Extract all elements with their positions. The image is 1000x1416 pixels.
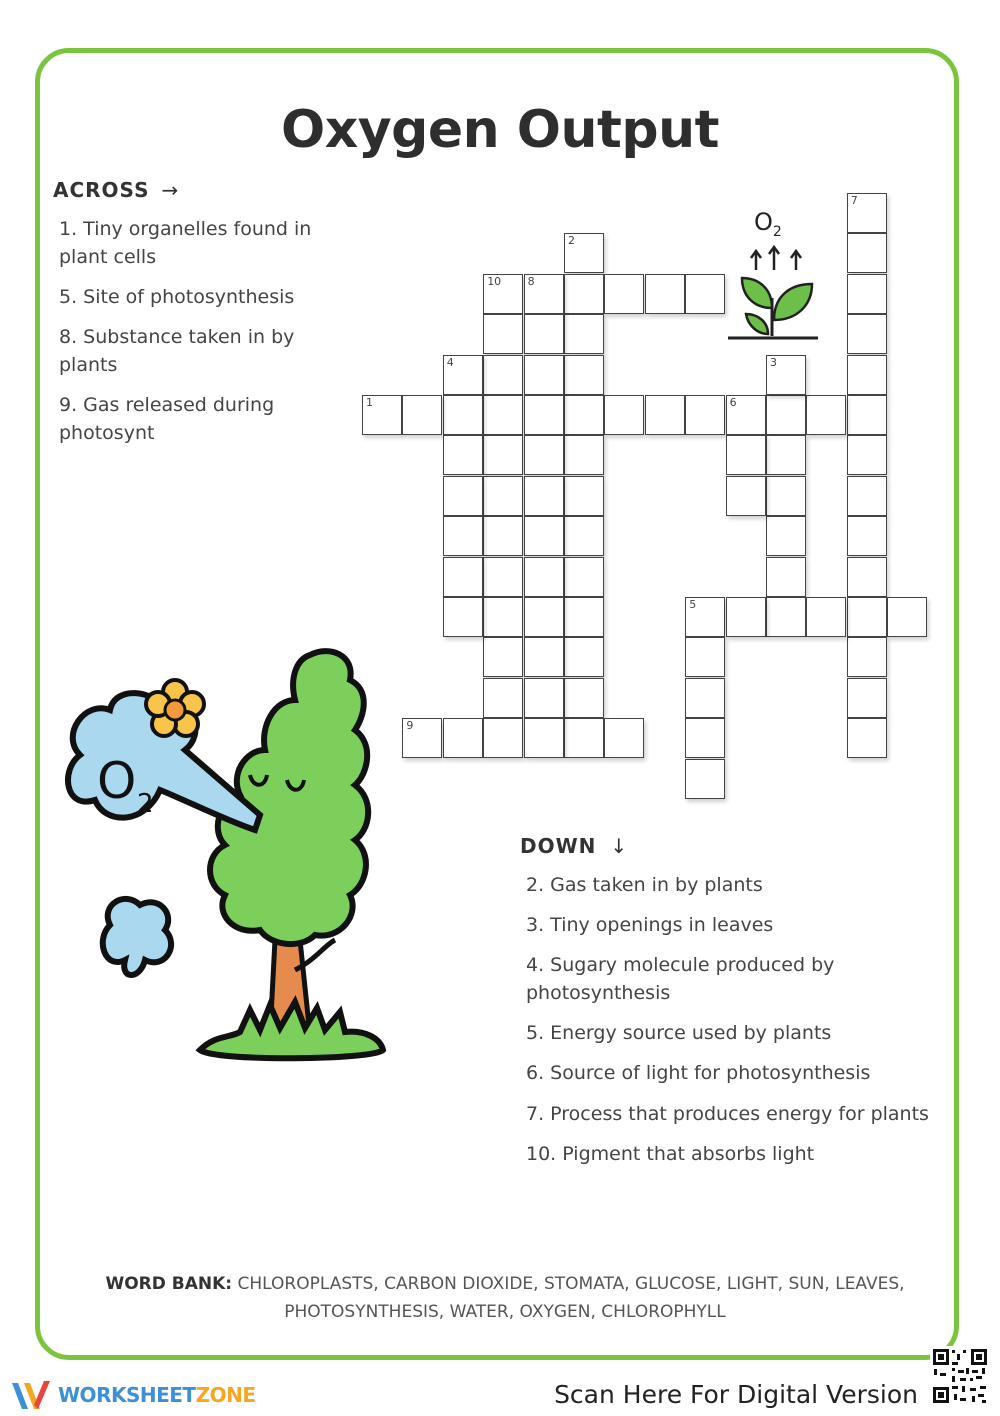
crossword-cell[interactable] bbox=[685, 759, 725, 799]
oxygen-icon-sub: 2 bbox=[772, 223, 782, 240]
crossword-cell[interactable] bbox=[645, 395, 685, 435]
crossword-cell[interactable] bbox=[564, 274, 604, 314]
clue-number: 1 bbox=[366, 396, 373, 409]
crossword-cell[interactable] bbox=[847, 718, 887, 758]
crossword-cell[interactable] bbox=[685, 274, 725, 314]
crossword-cell[interactable] bbox=[483, 395, 523, 435]
crossword-cell[interactable] bbox=[402, 395, 442, 435]
crossword-cell[interactable] bbox=[847, 557, 887, 597]
crossword-cell[interactable] bbox=[524, 597, 564, 637]
crossword-cell[interactable] bbox=[604, 274, 644, 314]
down-arrow-icon: ↓ bbox=[610, 834, 629, 858]
crossword-cell[interactable] bbox=[564, 476, 604, 516]
crossword-cell[interactable] bbox=[766, 597, 806, 637]
crossword-cell[interactable] bbox=[847, 274, 887, 314]
crossword-cell[interactable] bbox=[524, 355, 564, 395]
page-title: Oxygen Output bbox=[281, 100, 719, 160]
across-clue-8: 8. Substance taken in by plants bbox=[59, 326, 295, 376]
crossword-cell[interactable] bbox=[524, 516, 564, 556]
crossword-cell[interactable] bbox=[766, 435, 806, 475]
word-bank bbox=[60, 1270, 950, 1326]
crossword-cell[interactable] bbox=[524, 274, 564, 314]
crossword-cell[interactable] bbox=[685, 395, 725, 435]
crossword-cell[interactable] bbox=[443, 597, 483, 637]
crossword-cell[interactable] bbox=[564, 597, 604, 637]
crossword-cell[interactable] bbox=[524, 637, 564, 677]
across-heading bbox=[53, 178, 179, 202]
crossword-cell[interactable] bbox=[806, 395, 846, 435]
crossword-cell[interactable] bbox=[847, 233, 887, 273]
svg-text:2: 2 bbox=[137, 789, 154, 819]
crossword-cell[interactable] bbox=[726, 395, 766, 435]
brand-main: WORKSHEET bbox=[58, 1383, 196, 1407]
crossword-cell[interactable] bbox=[443, 435, 483, 475]
crossword-cell[interactable] bbox=[645, 274, 685, 314]
crossword-cell[interactable] bbox=[483, 597, 523, 637]
down-clue-2: 2. Gas taken in by plants bbox=[526, 874, 763, 896]
crossword-cell[interactable] bbox=[524, 314, 564, 354]
clue-number: 4 bbox=[446, 355, 454, 369]
scan-text: Scan Here For Digital Version bbox=[554, 1380, 918, 1409]
crossword-cell[interactable] bbox=[685, 678, 725, 718]
crossword-cell[interactable] bbox=[806, 597, 846, 637]
clue-number: 7 bbox=[850, 194, 858, 207]
crossword-cell[interactable] bbox=[362, 395, 402, 435]
crossword-cell[interactable] bbox=[887, 597, 927, 637]
crossword-cell[interactable] bbox=[483, 476, 523, 516]
crossword-cell[interactable] bbox=[564, 678, 604, 718]
oxygen-plant-icon: $O_2$ bbox=[724, 208, 824, 342]
crossword-cell[interactable] bbox=[564, 314, 604, 354]
crossword-cell[interactable] bbox=[524, 678, 564, 718]
crossword-cell[interactable] bbox=[483, 274, 523, 314]
crossword-cell[interactable] bbox=[766, 476, 806, 516]
across-clue-5: 5. Site of photosynthesis bbox=[59, 286, 295, 308]
word-bank-words: CHLOROPLASTS, CARBON DIOXIDE, STOMATA, GLUCOSE, LIGHT, SUN, LEAVES, PHOTOSYNTHESIS, WATER, OXYGEN, CHLOROPHYLL bbox=[237, 1274, 905, 1322]
crossword-cell[interactable] bbox=[564, 557, 604, 597]
crossword-cell[interactable] bbox=[443, 395, 483, 435]
clue-number: 10 bbox=[487, 274, 502, 288]
clue-number: 8 bbox=[527, 274, 535, 288]
crossword-cell[interactable] bbox=[483, 355, 523, 395]
crossword-cell[interactable] bbox=[483, 314, 523, 354]
crossword-cell[interactable] bbox=[483, 637, 523, 677]
crossword-cell[interactable] bbox=[847, 314, 887, 354]
clue-number: 6 bbox=[729, 396, 737, 409]
crossword-cell[interactable] bbox=[726, 435, 766, 475]
crossword-cell[interactable] bbox=[847, 597, 887, 637]
crossword-cell[interactable] bbox=[604, 395, 644, 435]
crossword-cell[interactable] bbox=[443, 476, 483, 516]
brand-name bbox=[58, 1383, 255, 1407]
crossword-cell[interactable] bbox=[847, 435, 887, 475]
across-clue-1: 1. Tiny organelles found in plant cells bbox=[59, 218, 312, 268]
crossword-cell[interactable] bbox=[564, 395, 604, 435]
crossword-cell[interactable] bbox=[564, 233, 604, 273]
crossword-cell[interactable] bbox=[766, 395, 806, 435]
word-bank-label: WORD BANK: bbox=[105, 1274, 233, 1294]
crossword-cell[interactable] bbox=[847, 395, 887, 435]
crossword-cell[interactable] bbox=[685, 637, 725, 677]
crossword-cell[interactable] bbox=[847, 516, 887, 556]
crossword-cell[interactable] bbox=[483, 718, 523, 758]
down-clue-7: 7. Process that produces energy for plants bbox=[526, 1103, 929, 1125]
down-clue-10: 10. Pigment that absorbs light bbox=[526, 1143, 815, 1165]
crossword-cell[interactable] bbox=[524, 476, 564, 516]
tree-mascot-illustration bbox=[55, 640, 395, 1070]
crossword-cell[interactable] bbox=[524, 557, 564, 597]
crossword-cell[interactable] bbox=[443, 355, 483, 395]
crossword-cell[interactable] bbox=[766, 355, 806, 395]
crossword-cell[interactable] bbox=[685, 718, 725, 758]
crossword-cell[interactable] bbox=[524, 395, 564, 435]
brand-logo bbox=[10, 1378, 255, 1412]
down-clue-3: 3. Tiny openings in leaves bbox=[526, 914, 774, 936]
crossword-cell[interactable] bbox=[483, 516, 523, 556]
crossword-cell[interactable] bbox=[564, 718, 604, 758]
crossword-cell[interactable] bbox=[564, 355, 604, 395]
crossword-cell[interactable] bbox=[483, 557, 523, 597]
crossword-cell[interactable] bbox=[443, 516, 483, 556]
crossword-cell[interactable] bbox=[847, 355, 887, 395]
down-clue-5: 5. Energy source used by plants bbox=[526, 1022, 832, 1044]
plant-icon bbox=[724, 208, 824, 342]
down-clue-6: 6. Source of light for photosynthesis bbox=[526, 1062, 871, 1084]
crossword-cell[interactable] bbox=[847, 637, 887, 677]
crossword-cell[interactable] bbox=[766, 557, 806, 597]
down-heading-text: DOWN bbox=[520, 834, 597, 858]
svg-text:O: O bbox=[97, 752, 137, 810]
clue-number: 2 bbox=[568, 234, 575, 248]
across-clue-9: 9. Gas released during photosynt bbox=[59, 394, 275, 444]
crossword-cell[interactable] bbox=[564, 435, 604, 475]
crossword-cell[interactable] bbox=[766, 516, 806, 556]
crossword-cell[interactable] bbox=[604, 718, 644, 758]
right-arrow-icon: → bbox=[161, 178, 180, 202]
crossword-cell[interactable] bbox=[564, 637, 604, 677]
crossword-cell[interactable] bbox=[443, 557, 483, 597]
crossword-cell[interactable] bbox=[443, 718, 483, 758]
crossword-cell[interactable] bbox=[564, 516, 604, 556]
crossword-cell[interactable] bbox=[483, 435, 523, 475]
clue-number: 9 bbox=[406, 719, 414, 733]
clue-number: 3 bbox=[770, 355, 777, 369]
tree-blowing-cloud-icon bbox=[55, 640, 395, 1070]
crossword-cell[interactable] bbox=[524, 435, 564, 475]
worksheetzone-logo-icon bbox=[10, 1379, 52, 1411]
crossword-cell[interactable] bbox=[402, 718, 442, 758]
crossword-cell[interactable] bbox=[483, 678, 523, 718]
crossword-cell[interactable] bbox=[685, 597, 725, 637]
across-heading-text: ACROSS bbox=[53, 178, 150, 202]
brand-accent: ZONE bbox=[195, 1383, 256, 1407]
down-heading bbox=[520, 834, 628, 858]
crossword-cell[interactable] bbox=[847, 678, 887, 718]
crossword-cell[interactable] bbox=[726, 476, 766, 516]
down-clue-4: 4. Sugary molecule produced by photosynthesis bbox=[526, 954, 835, 1004]
clue-number: 5 bbox=[689, 598, 697, 611]
qr-code-icon[interactable] bbox=[930, 1346, 990, 1406]
crossword-cell[interactable] bbox=[726, 597, 766, 637]
crossword-cell[interactable] bbox=[847, 193, 887, 233]
crossword-cell[interactable] bbox=[524, 718, 564, 758]
crossword-cell[interactable] bbox=[847, 476, 887, 516]
